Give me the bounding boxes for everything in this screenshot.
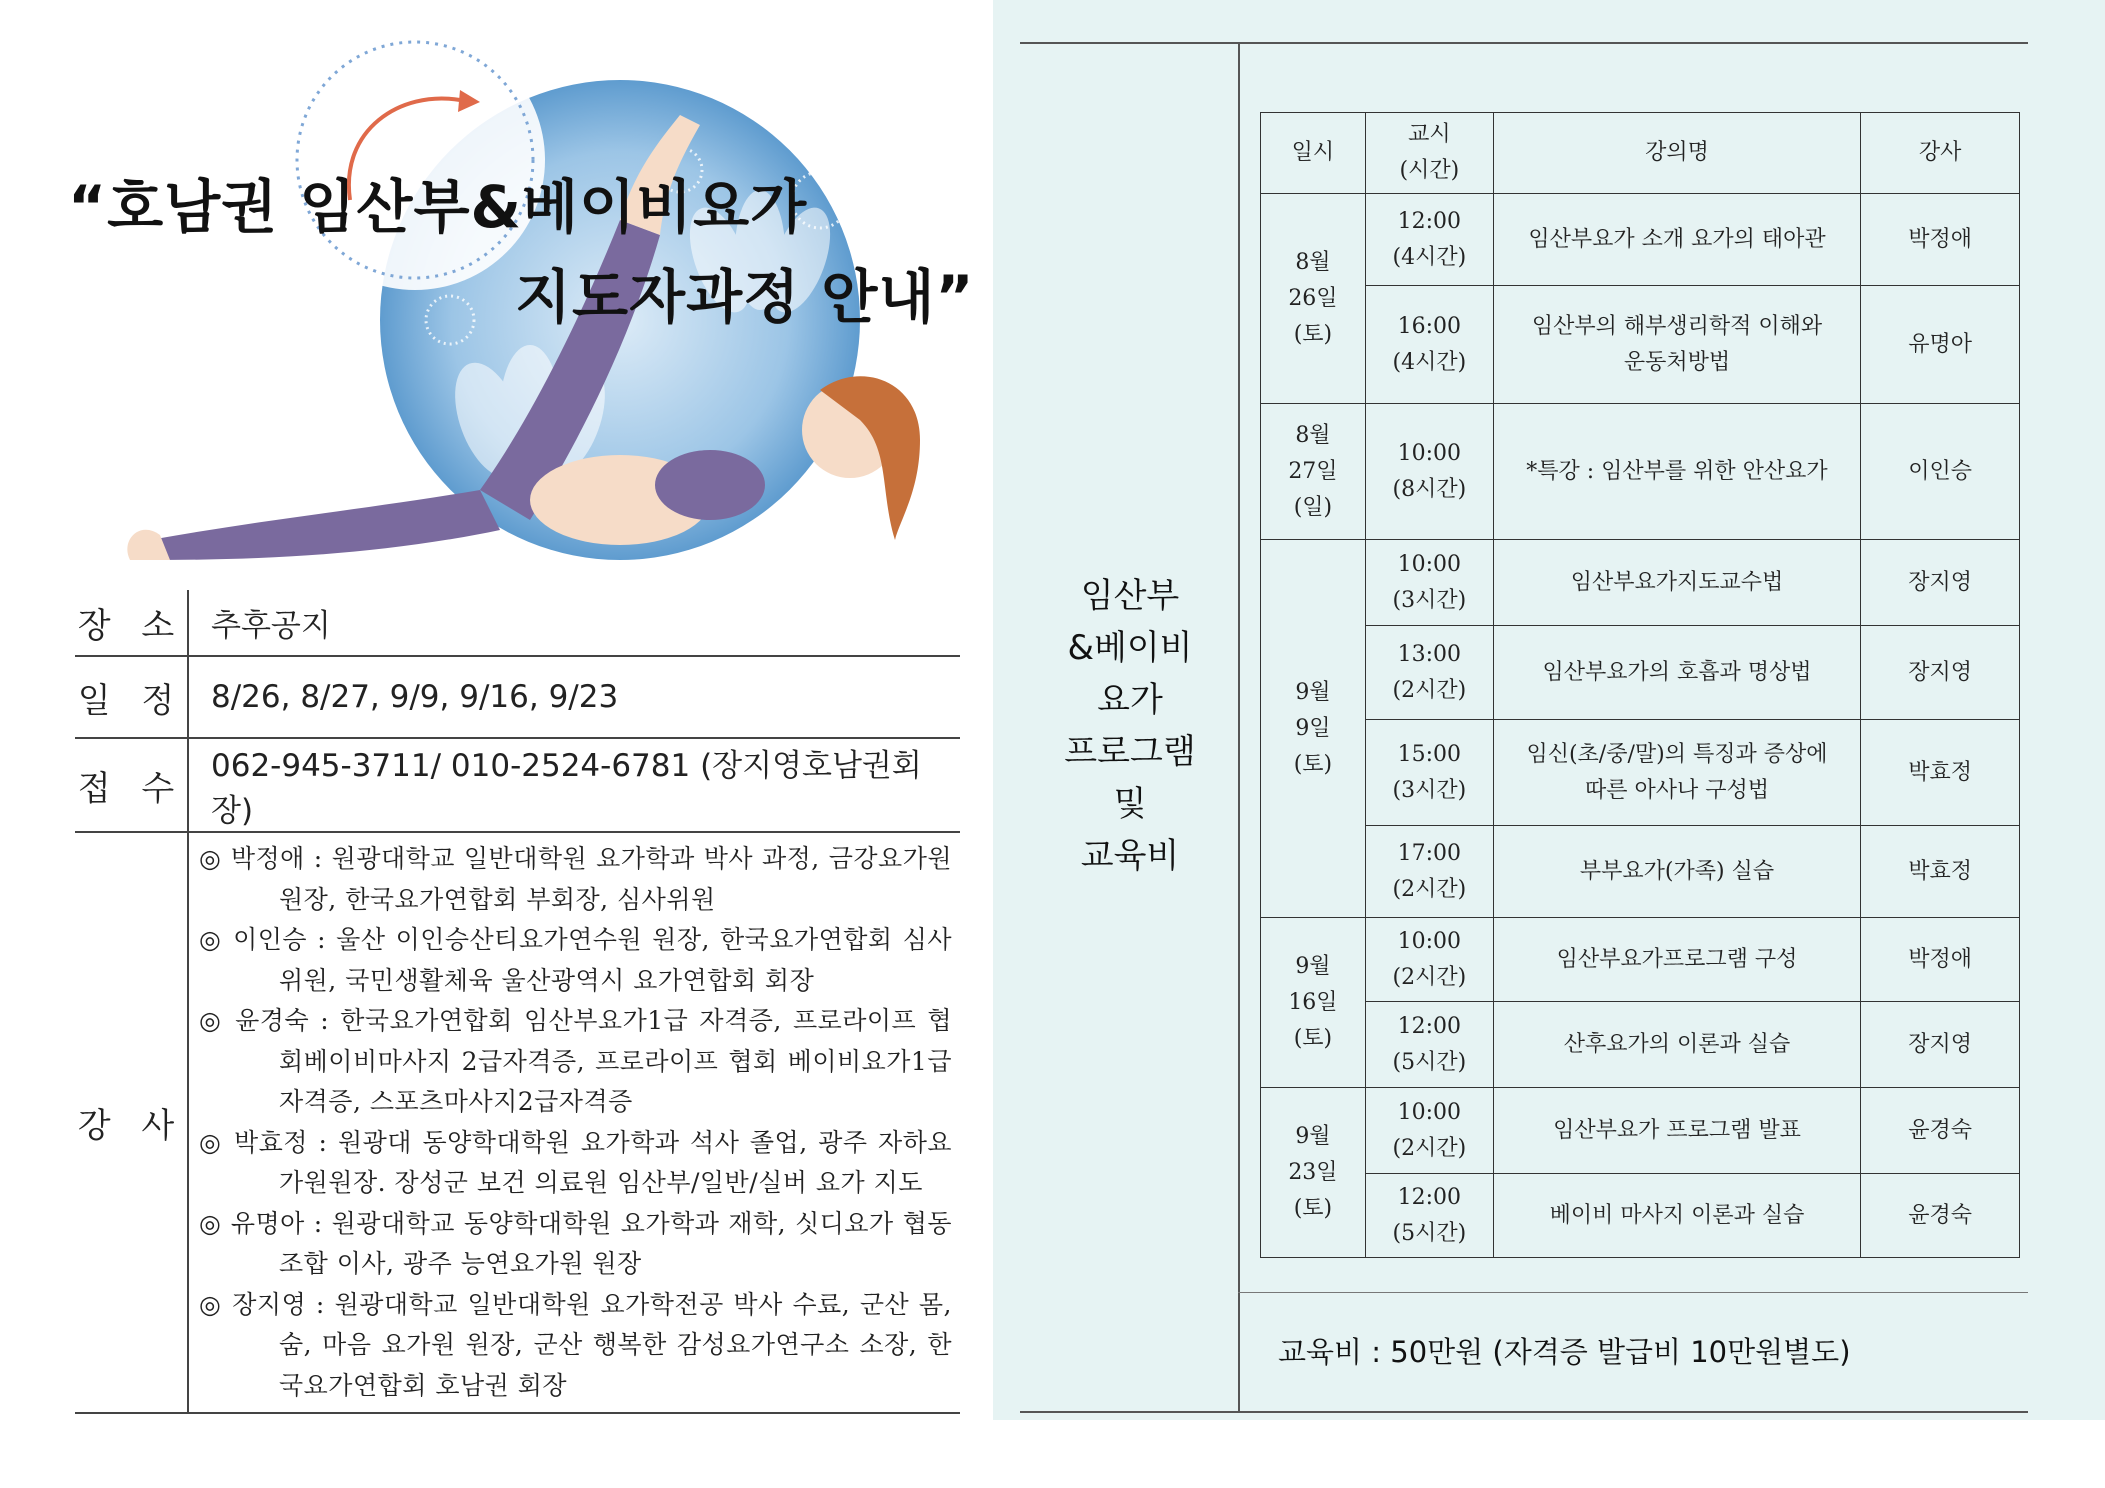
- schedule-teacher: 박효정: [1861, 826, 2020, 918]
- schedule-lecture: *특강 : 임산부를 위한 안산요가: [1493, 404, 1860, 540]
- schedule-period: 12:00 (5시간): [1365, 1174, 1493, 1258]
- schedule-period: 15:00 (3시간): [1365, 720, 1493, 826]
- schedule-row: [1261, 1002, 2020, 1088]
- schedule-lecture: 임산부의 해부생리학적 이해와 운동처방법: [1493, 286, 1860, 404]
- program-label-line: 요가: [1097, 680, 1163, 720]
- info-row-instructors: [75, 832, 960, 1413]
- program-label-line: &베이비: [1067, 628, 1193, 668]
- schedule-row: [1261, 1174, 2020, 1258]
- schedule-teacher: 박정애: [1861, 918, 2020, 1002]
- schedule-lecture: 임산부요가지도교수법: [1493, 540, 1860, 626]
- schedule-row: [1261, 720, 2020, 826]
- program-label-line: 및: [1113, 784, 1147, 824]
- info-key: 접 수: [75, 738, 188, 832]
- program-label-line: 프로그램: [1064, 732, 1196, 772]
- schedule-row: [1261, 286, 2020, 404]
- schedule-row: [1261, 194, 2020, 286]
- instructor-item: ◎ 유명아 : 원광대학교 동양학대학원 요가학과 재학, 싯디요가 협동조합 이사, 광주 능연요가원 원장: [199, 1208, 952, 1278]
- divider: [1020, 1411, 2028, 1413]
- instructor-item: ◎ 박효정 : 원광대 동양학대학원 요가학과 석사 졸업, 광주 자하요가원원장. 장성군 보건 의료원 임산부/일반/실버 요가 지도: [199, 1127, 952, 1197]
- header-teacher: 강사: [1861, 113, 2020, 194]
- info-key: 장 소: [75, 590, 188, 656]
- program-label-line: 교육비: [1080, 836, 1180, 876]
- info-value: 062-945-3711/ 010-2524-6781 (장지영호남권회장): [188, 738, 960, 832]
- schedule-lecture: 베이비 마사지 이론과 실습: [1493, 1174, 1860, 1258]
- schedule-date: 9월 9일 (토): [1261, 540, 1366, 918]
- program-label-line: 임산부: [1080, 576, 1180, 616]
- schedule-teacher: 장지영: [1861, 1002, 2020, 1088]
- schedule-row: [1261, 404, 2020, 540]
- title-line-2: 지도자과정 안내”: [515, 263, 975, 331]
- schedule-lecture: 임산부요가의 호흡과 명상법: [1493, 626, 1860, 720]
- header-date: 일시: [1261, 113, 1366, 194]
- schedule-period: 13:00 (2시간): [1365, 626, 1493, 720]
- instructor-item: ◎ 윤경숙 : 한국요가연합회 임산부요가1급 자격증, 프로라이프 협회베이비마사지 2급자격증, 프로라이프 협회 베이비요가1급 자격증, 스포츠마사지2급자격증: [199, 1006, 952, 1116]
- schedule-teacher: 윤경숙: [1861, 1088, 2020, 1174]
- schedule-date: 8월 26일 (토): [1261, 194, 1366, 404]
- schedule-teacher: 박효정: [1861, 720, 2020, 826]
- schedule-period: 10:00 (8시간): [1365, 404, 1493, 540]
- title-line-1: “호남권 임산부&베이비요가: [68, 173, 808, 241]
- schedule-lecture: 산후요가의 이론과 실습: [1493, 1002, 1860, 1088]
- schedule-period: 10:00 (2시간): [1365, 918, 1493, 1002]
- schedule-date: 9월 16일 (토): [1261, 918, 1366, 1088]
- info-row-schedule: [75, 656, 960, 738]
- schedule-row: [1261, 918, 2020, 1002]
- divider: [1020, 42, 2028, 44]
- schedule-period: 12:00 (4시간): [1365, 194, 1493, 286]
- info-key: 강 사: [75, 832, 188, 1413]
- schedule-row: [1261, 626, 2020, 720]
- left-page: [0, 0, 993, 1488]
- schedule-teacher: 박정애: [1861, 194, 2020, 286]
- program-label: [1040, 570, 1220, 882]
- schedule-period: 10:00 (2시간): [1365, 1088, 1493, 1174]
- header-period: 교시 (시간): [1365, 113, 1493, 194]
- info-row-location: [75, 590, 960, 656]
- schedule-lecture: 임산부요가프로그램 구성: [1493, 918, 1860, 1002]
- schedule-teacher: 장지영: [1861, 540, 2020, 626]
- schedule-period: 10:00 (3시간): [1365, 540, 1493, 626]
- tuition-fee: 교육비 : 50만원 (자격증 발급비 10만원별도): [1278, 1335, 1851, 1369]
- schedule-lecture: 임산부요가 소개 요가의 태아관: [1493, 194, 1860, 286]
- schedule-teacher: 윤경숙: [1861, 1174, 2020, 1258]
- schedule-lecture: 임산부요가 프로그램 발표: [1493, 1088, 1860, 1174]
- schedule-row: [1261, 826, 2020, 918]
- info-table: [75, 590, 960, 1414]
- schedule-teacher: 이인승: [1861, 404, 2020, 540]
- schedule-body: [1261, 194, 2020, 1258]
- schedule-date: 8월 27일 (일): [1261, 404, 1366, 540]
- divider: [1238, 1292, 2028, 1293]
- schedule-teacher: 장지영: [1861, 626, 2020, 720]
- schedule-date: 9월 23일 (토): [1261, 1088, 1366, 1258]
- schedule-row: [1261, 1088, 2020, 1174]
- instructor-item: ◎ 이인승 : 울산 이인승산티요가연수원 원장, 한국요가연합회 심사위원, 국민생활체육 울산광역시 요가연합회 회장: [199, 925, 952, 995]
- instructor-item: ◎ 박정애 : 원광대학교 일반대학원 요가학과 박사 과정, 금강요가원 원장, 한국요가연합회 부회장, 심사위원: [199, 844, 952, 914]
- schedule-row: [1261, 540, 2020, 626]
- divider: [1238, 42, 1240, 1412]
- schedule-table: [1260, 112, 2020, 1258]
- schedule-teacher: 유명아: [1861, 286, 2020, 404]
- header-lecture: 강의명: [1493, 113, 1860, 194]
- info-value: 8/26, 8/27, 9/9, 9/16, 9/23: [188, 656, 960, 738]
- schedule-period: 17:00 (2시간): [1365, 826, 1493, 918]
- info-key: 일 정: [75, 656, 188, 738]
- schedule-header-row: [1261, 113, 2020, 194]
- schedule-period: 16:00 (4시간): [1365, 286, 1493, 404]
- schedule-lecture: 부부요가(가족) 실습: [1493, 826, 1860, 918]
- instructor-list: [188, 832, 960, 1413]
- schedule-period: 12:00 (5시간): [1365, 1002, 1493, 1088]
- info-value: 추후공지: [188, 590, 960, 656]
- info-row-registration: [75, 738, 960, 832]
- schedule-lecture: 임신(초/중/말)의 특징과 증상에 따른 아사나 구성법: [1493, 720, 1860, 826]
- instructor-item: ◎ 장지영 : 원광대학교 일반대학원 요가학전공 박사 수료, 군산 몸, 숨, 마음 요가원 원장, 군산 행복한 감성요가연구소 소장, 한국요가연합회 호남권 회장: [199, 1289, 952, 1400]
